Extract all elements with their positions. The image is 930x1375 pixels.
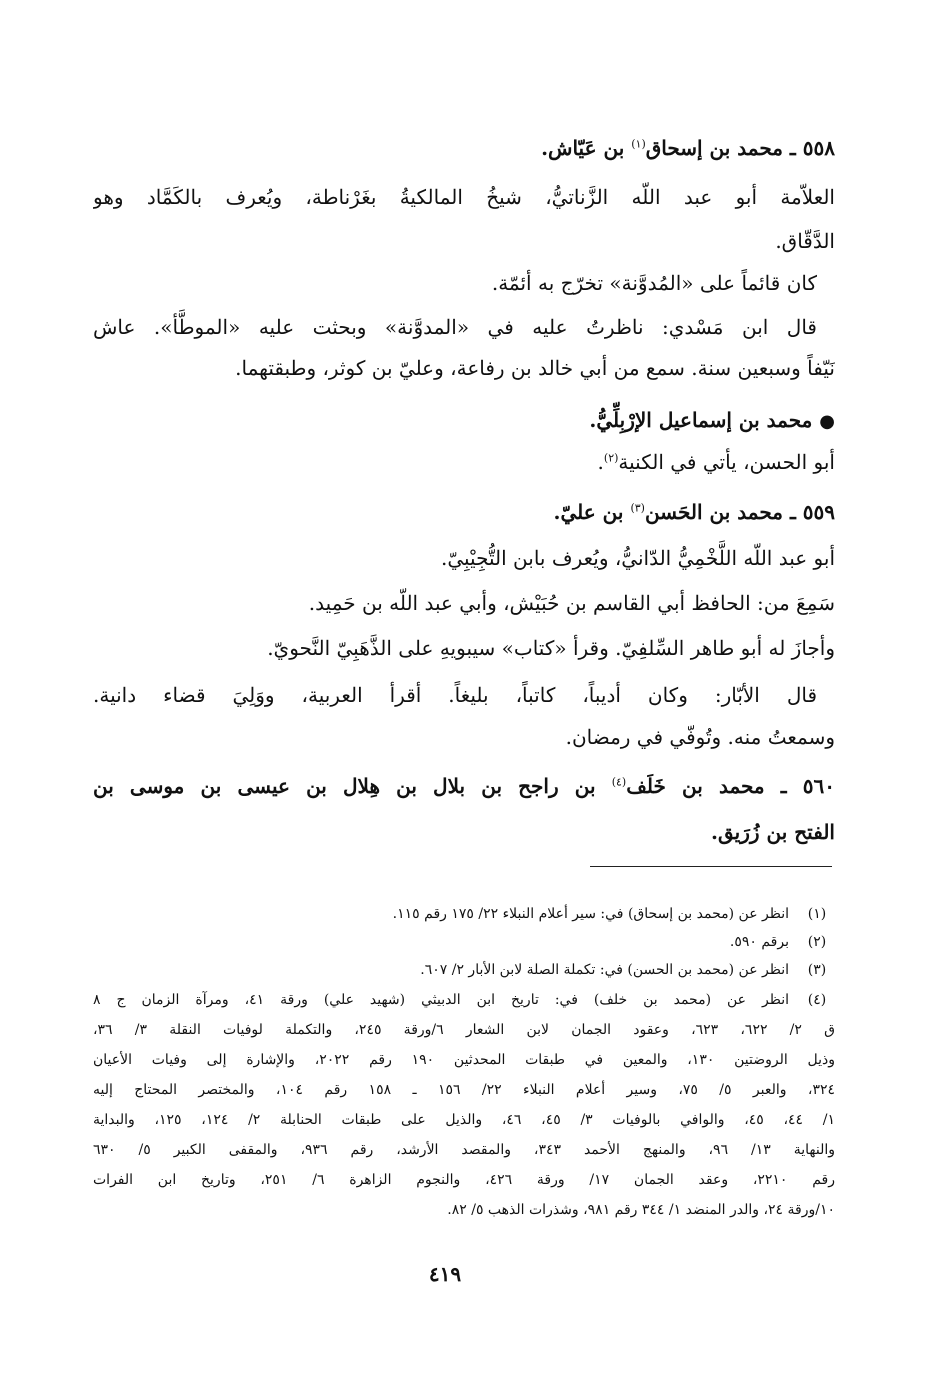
footnote-separator: [590, 866, 832, 867]
footnote-4-line-3: [93, 1047, 835, 1073]
footnote-4-line-6: [93, 1137, 835, 1163]
footnote-4-text-5: ١/ ٤٤، ٤٥، والوافي بالوفيات ٣/ ٤٥، ٤٦، والذيل على طبقات الحنابلة ٢/ ١٢٤، ١٢٥، والبداية: [93, 1112, 835, 1128]
footnote-1-number: (١): [807, 906, 827, 922]
entry-559-line-3: وأجازَ له أبو طاهر السِّلفِيّ. وقرأ «كتاب» سيبويهِ على الذَّهَبِيّ النَّحويّ.: [267, 636, 835, 660]
footnote-4-text-8: ١٠/ورقة ٢٤، والدر المنضد ١/ ٣٤٤ رقم ٩٨١، وشذرات الذهب ٥/ ٨٢.: [447, 1202, 835, 1218]
entry-559-line-1: أبو عبد اللّه اللَّخْمِيُّ الدّانيُّ، ويُعرف بابن التُّجِيْبِيّ.: [440, 546, 835, 570]
entry-559-line-5: وسمعتُ منه. وتُوفّي في رمضان.: [565, 725, 835, 749]
footnote-4-text-7: رقم ٢٢١٠، وعقد الجمان ١٧/ ورقة ٤٢٦، والنجوم الزاهرة ٦/ ٢٥١، وتاريخ ابن الفرات: [93, 1172, 835, 1188]
entry-559-line-4: قال الأبّار: وكان أديباً، كاتباً، بليغاً. أقرأ العربية، ووَلِيَ قضاء دانية.: [93, 683, 817, 707]
footnote-3-text: انظر عن (محمد بن الحسن) في: تكملة الصلة لابن الأبار ٢/ ٦٠٧.: [420, 962, 789, 978]
bullet-entry-title: محمد بن إسماعيل الإرْبِلِّيُّ.: [589, 408, 813, 432]
footnote-4-text-1: انظر عن (محمد بن خلف) في: تاريخ ابن الدبيثي (شهيد علي) ورقة ٤١، ومرآة الزمان ج ٨: [93, 992, 789, 1008]
entry-558-title-rest: بن عَيّاش.: [541, 136, 632, 160]
page-number: ٤١٩: [428, 1262, 462, 1286]
footnote-1: [93, 901, 835, 927]
footnote-4-line-4: [93, 1077, 835, 1103]
entry-558-title: ٥٥٨ ـ محمد بن إسحاق: [645, 136, 835, 160]
footnote-4-text-4: ٣٢٤، والعبر ٥/ ٧٥، وسير أعلام النبلاء ٢٢/ ١٥٦ ـ ١٥٨ رقم ١٠٤، والمختصر المحتاج إليه: [93, 1082, 835, 1098]
entry-560-heading: [93, 764, 835, 808]
entry-559-title-rest: بن عليّ.: [553, 500, 631, 524]
footnote-ref-2: (٢): [603, 451, 619, 465]
footnote-4-line-7: [93, 1167, 835, 1193]
entry-558-line-2: الدَّقّاق.: [775, 229, 835, 253]
footnote-ref-1: (١): [631, 137, 646, 151]
footnote-4-line-8: [93, 1197, 835, 1223]
entry-558-line-3: كان قائماً على «المُدوَّنة» تخرّج به أئمّة.: [491, 271, 817, 295]
footnote-ref-4: (٤): [611, 775, 627, 789]
footnote-1-text: انظر عن (محمد بن إسحاق) في: سير أعلام النبلاء ٢٢/ ١٧٥ رقم ١١٥.: [392, 906, 789, 922]
entry-559-title: ٥٥٩ ـ محمد بن الحَسن: [644, 500, 835, 524]
entry-558-line-5: نَيّفاً وسبعين سنة. سمع من أبي خالد بن رفاعة، وعليّ بن كوثر، وطبقتهما.: [235, 356, 835, 380]
footnote-2-number: (٢): [807, 934, 827, 950]
bullet-entry-text-end: .: [597, 450, 604, 474]
footnote-2-text: برقم ٥٩٠.: [729, 934, 789, 950]
entry-558-line-1: العلاّمة أبو عبد اللّه الزَّناتيُّ، شيخُ المالكيةُ بغَرْناطة، ويُعرف بالكَمَّاد وهو: [93, 185, 835, 209]
entry-558-heading: [93, 126, 835, 170]
bullet-icon: ●: [819, 411, 835, 432]
footnote-4-number: (٤): [807, 992, 827, 1008]
bullet-entry-line-1: [93, 440, 835, 484]
bullet-entry-text: أبو الحسن، يأتي في الكنية: [618, 450, 835, 474]
entry-560-title-rest: بن راجح بن بلال بن هِلال بن عيسى بن موسى بن: [93, 774, 612, 798]
footnote-4-text-6: والنهاية ١٣/ ٩٦، والمنهج الأحمد ٣٤٣، والمقصد الأرشد، رقم ٩٣٦، والمقفى الكبير ٥/ ٦٣٠: [93, 1142, 835, 1158]
entry-560-title: ٥٦٠ ـ محمد بن خَلَف: [626, 774, 835, 798]
footnote-4-text-2: ق ٢/ ٦٢٢، ٦٢٣، وعقود الجمان لابن الشعار ٦/ورقة ٢٤٥، والتكملة لوفيات النقلة ٣/ ٣٦،: [93, 1022, 835, 1038]
footnote-3-number: (٣): [807, 962, 827, 978]
footnote-4-text-3: وذيل الروضتين ١٣٠، والمعين في طبقات المحدثين ١٩٠ رقم ٢٠٢٢، والإشارة إلى وفيات الأعيان: [93, 1052, 835, 1068]
entry-560-line-2: الفتح بن زُرَيق.: [711, 820, 835, 844]
footnote-3: [93, 957, 835, 983]
entry-559-line-2: سَمِعَ من: الحافظ أبي القاسم بن حُبَيْش، وأبي عبد اللّه بن حَمِيد.: [308, 591, 835, 615]
footnote-4-line-5: [93, 1107, 835, 1133]
footnote-4-line-1: [93, 987, 835, 1013]
entry-558-line-4: قال ابن مَسْدي: ناظرتُ عليه في «المدوَّنة» وبحثت عليه «الموطَّأ». عاش: [93, 315, 817, 339]
footnote-2: [93, 929, 835, 955]
footnote-4-line-2: [93, 1017, 835, 1043]
entry-559-heading: [93, 490, 835, 534]
footnote-ref-3: (٣): [630, 501, 645, 515]
bullet-entry-heading: [93, 398, 835, 442]
